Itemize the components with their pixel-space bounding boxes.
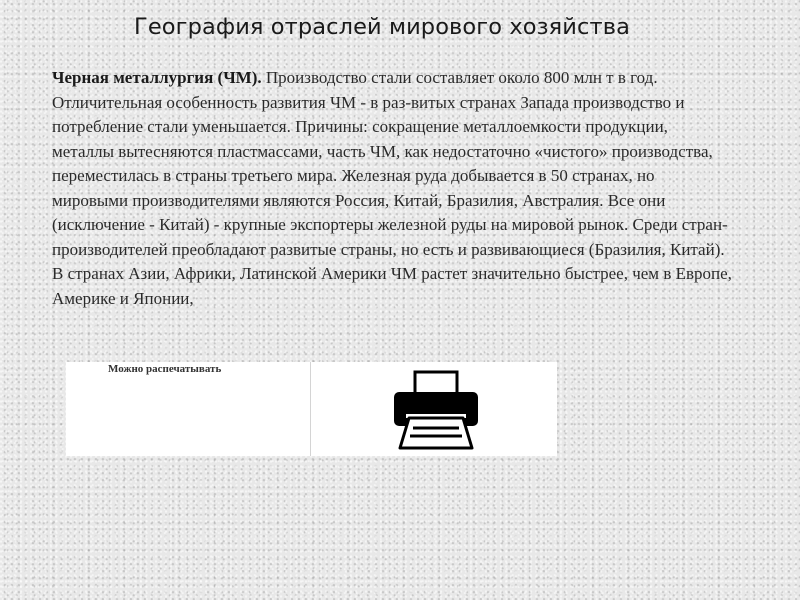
panel-divider xyxy=(310,362,311,456)
body-paragraph xyxy=(52,66,732,311)
print-label: Можно распечатывать xyxy=(108,363,222,375)
slide-title: География отраслей мирового хозяйства xyxy=(134,14,630,40)
printer-icon xyxy=(392,370,480,450)
lead-term: Черная металлургия (ЧМ). xyxy=(52,68,262,87)
print-panel xyxy=(66,362,557,456)
paragraph-text: Производство стали составляет около 800 млн т в год. Отличительная особенность развития ЧМ - в раз-витых странах Запада производство и потребление стали уменьшается. Причины: сокращение металлоемкости продукции, металлы вытесняются пластмассами, часть ЧМ, как недостаточно «чистого» производства, переместилась в страны третьего мира. Железная руда добывается в 50 странах, но мировыми производителями являются Россия, Китай, Бразилия, Австралия. Все они (исключение - Китай) - крупные экспортеры железной руды на мировой рынок. Среди стран-производителей преобладают развитые страны, но есть и развивающиеся (Бразилия, Китай). В странах Азии, Африки, Латинской Америки ЧМ растет значительно быстрее, чем в Европе, Америке и Японии, xyxy=(52,68,732,308)
